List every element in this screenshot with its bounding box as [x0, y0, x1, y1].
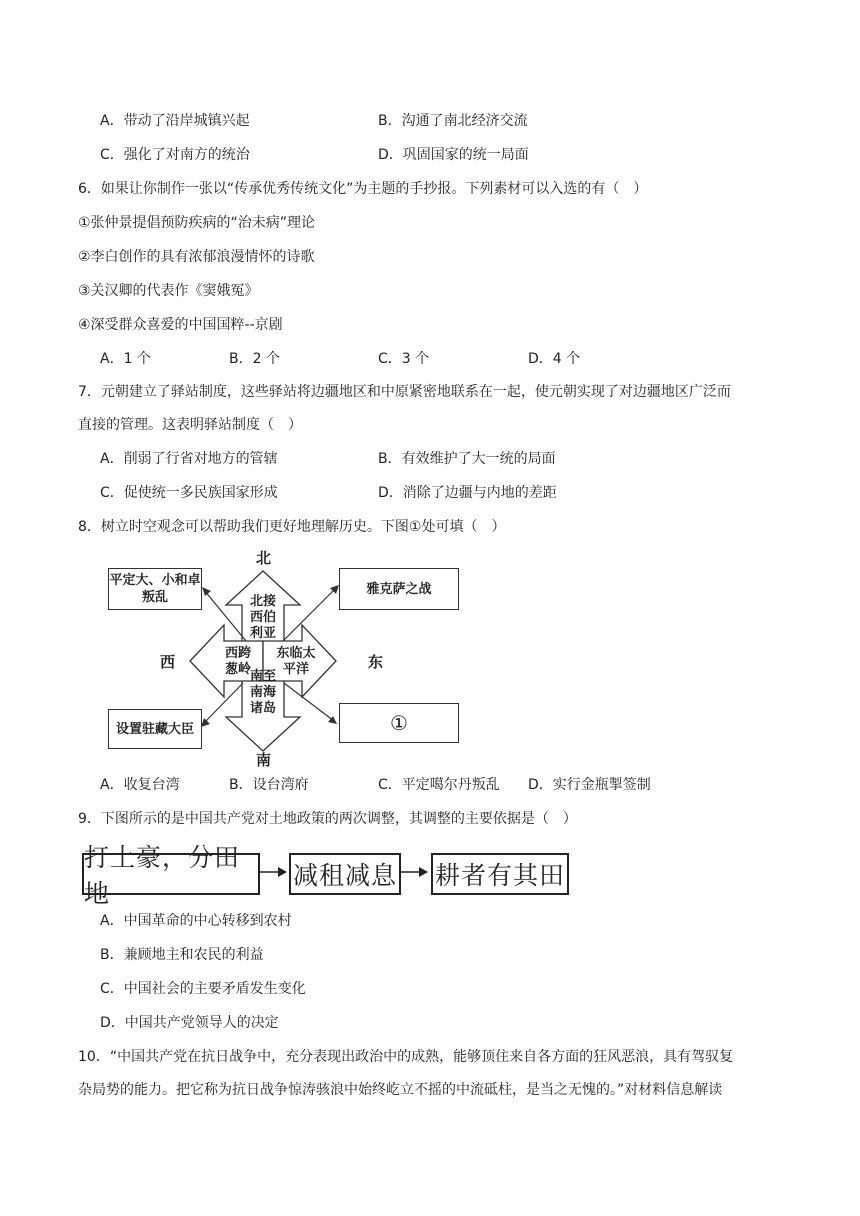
q7-option-d: D．消除了边疆与内地的差距: [378, 485, 557, 501]
flow-step-3: 耕者有其田: [431, 853, 569, 895]
q7-option-c: C．促使统一多民族国家形成: [100, 485, 278, 501]
q8-option-d: D．实行金瓶掣签制: [528, 777, 651, 793]
flow-arrow-1: [259, 864, 287, 880]
direction-west: 西: [160, 653, 176, 671]
q9-option-a: A．中国革命的中心转移到农村: [100, 913, 292, 929]
arrow-south-label: 南至南海诸岛: [249, 669, 276, 716]
q6-option-d: D．4 个: [528, 351, 581, 367]
q9-option-b: B．兼顾地主和农民的利益: [100, 947, 264, 963]
box-northeast: 雅克萨之战: [339, 568, 459, 610]
option-letter: D．: [378, 147, 403, 163]
option-text: 带动了沿岸城镇兴起: [123, 113, 250, 129]
pointer-sw-head: [201, 718, 210, 727]
q6-option-b: B．2 个: [229, 351, 280, 367]
q5-option-a: [100, 111, 250, 131]
option-text: 沟通了南北经济交流: [401, 113, 528, 129]
q10-line2: 杂局势的能力。把它称为抗日战争惊涛骇浪中始终屹立不摇的中流砥柱，是当之无愧的。”对材料信息解读: [78, 1082, 723, 1098]
q6-item-3: ③关汉卿的代表作《窦娥冤》: [78, 283, 259, 299]
q6-stem: 6．如果让你制作一张以“传承优秀传统文化”为主题的手抄报。下列素材可以入选的有（ ）: [78, 181, 648, 197]
box-southeast-blank: ①: [339, 703, 459, 743]
q8-option-b: B．设台湾府: [229, 777, 309, 793]
q9-option-c: C．中国社会的主要矛盾发生变化: [100, 981, 306, 997]
arrow-east-label: 东临太平洋: [276, 646, 316, 677]
q7-stem-line1: 7．元朝建立了驿站制度，这些驿站将边疆地区和中原紧密地联系在一起，使元朝实现了对边疆地区广泛而: [78, 384, 731, 400]
q10-line1: 10．“中国共产党在抗日战争中，充分表现出政治中的成熟，能够顶住来自各方面的狂风恶浪，具有驾驭复: [78, 1049, 734, 1065]
q6-item-2: ②李白创作的具有浓郁浪漫情怀的诗歌: [78, 249, 315, 265]
option-letter: C．: [100, 147, 124, 163]
q5-option-d: [378, 145, 529, 165]
pointer-nw-head: [202, 587, 211, 596]
q6-option-a: A．1 个: [100, 351, 151, 367]
q9-option-d: D．中国共产党领导人的决定: [100, 1015, 279, 1031]
option-letter: B．: [378, 113, 402, 129]
q5-option-b: [378, 111, 528, 131]
q9-stem: 9．下图所示的是中国共产党对土地政策的两次调整，其调整的主要依据是（ ）: [78, 811, 577, 827]
q8-diagram: [78, 543, 478, 773]
q6-item-4: ④深受群众喜爱的中国国粹--京剧: [78, 317, 283, 333]
direction-south: 南: [256, 751, 272, 769]
option-text: 巩固国家的统一局面: [402, 147, 529, 163]
q7-option-b: B．有效维护了大一统的局面: [378, 451, 556, 467]
box-southwest: 设置驻藏大臣: [108, 709, 202, 749]
direction-east: 东: [368, 653, 384, 671]
q6-item-1: ①张仲景提倡预防疾病的“治未病”理论: [78, 215, 316, 231]
flow-arrow-2: [400, 864, 428, 880]
q8-option-c: C．平定噶尔丹叛乱: [378, 777, 500, 793]
q8-option-a: A．收复台湾: [100, 777, 180, 793]
arrow-north-label: 北接西伯利亚: [249, 594, 276, 641]
q6-option-c: C．3 个: [378, 351, 430, 367]
flow-step-2: 减租减息: [289, 853, 401, 895]
arrow-west-label: 西跨葱岭: [224, 646, 251, 677]
q5-option-c: [100, 145, 250, 165]
flow-step-1: 打土豪，分田地: [82, 853, 260, 895]
q7-option-a: A．削弱了行省对地方的管辖: [100, 451, 278, 467]
direction-north: 北: [256, 549, 272, 567]
option-text: 强化了对南方的统治: [123, 147, 250, 163]
option-letter: A．: [100, 113, 124, 129]
q8-stem: 8．树立时空观念可以帮助我们更好地理解历史。下图①处可填（ ）: [78, 519, 506, 535]
box-northwest: 平定大、小和卓叛乱: [108, 568, 202, 610]
q7-stem-line2: 直接的管理。这表明驿站制度（ ）: [78, 417, 302, 433]
